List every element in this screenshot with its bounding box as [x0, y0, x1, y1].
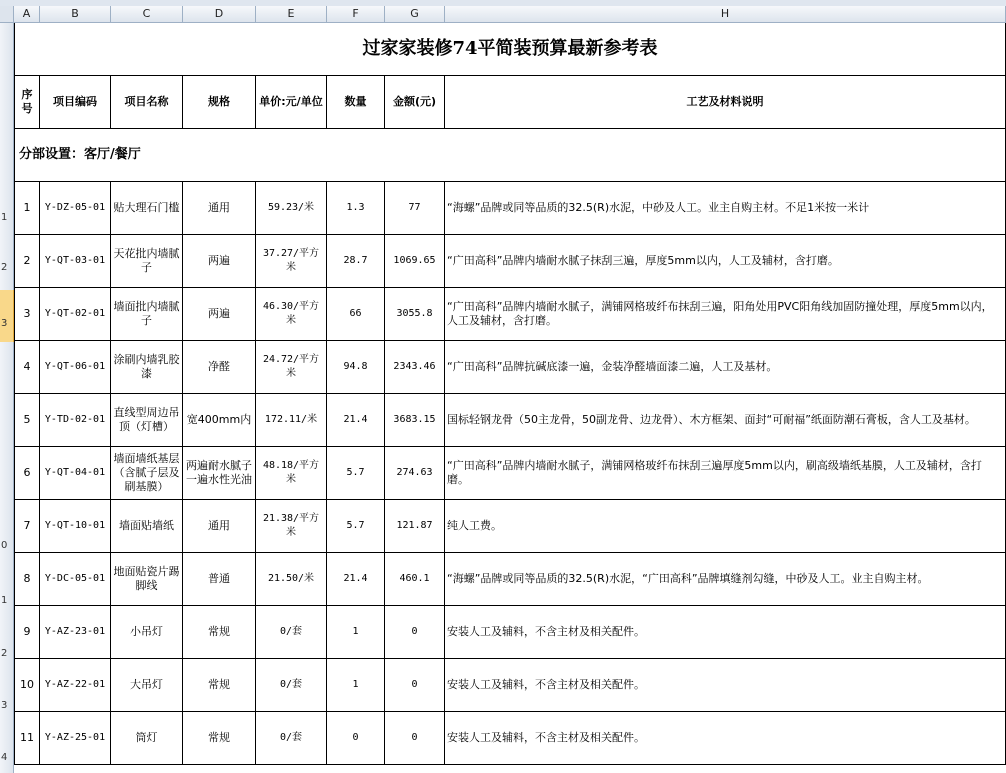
cell-unit-price[interactable]: 37.27/平方米: [256, 235, 327, 288]
cell-name[interactable]: 天花批内墙腻子: [111, 235, 183, 288]
column-header-b[interactable]: B: [40, 6, 111, 23]
cell-seq[interactable]: 8: [14, 553, 40, 606]
cell-seq[interactable]: 10: [14, 659, 40, 712]
row-number[interactable]: 0: [1, 540, 8, 551]
cell-seq[interactable]: 6: [14, 447, 40, 500]
column-header-c[interactable]: C: [111, 6, 183, 23]
cell-amount[interactable]: 1069.65: [385, 235, 445, 288]
row-number[interactable]: 2: [1, 262, 8, 273]
cell-qty[interactable]: 5.7: [327, 500, 385, 553]
header-desc[interactable]: 工艺及材料说明: [445, 76, 1006, 129]
cell-seq[interactable]: 11: [14, 712, 40, 765]
cell-unit-price[interactable]: 172.11/米: [256, 394, 327, 447]
cell-desc[interactable]: “广田高科”品牌抗碱底漆一遍，金装净醛墙面漆二遍，人工及基材。: [445, 341, 1006, 394]
cell-seq[interactable]: 7: [14, 500, 40, 553]
column-header-a[interactable]: A: [14, 6, 40, 23]
cell-seq[interactable]: 2: [14, 235, 40, 288]
cell-amount[interactable]: 121.87: [385, 500, 445, 553]
cell-amount[interactable]: 460.1: [385, 553, 445, 606]
cell-spec[interactable]: 两遍耐水腻子一遍水性光油: [183, 447, 256, 500]
select-all-corner[interactable]: [0, 6, 14, 23]
cell-name[interactable]: 涂刷内墙乳胶漆: [111, 341, 183, 394]
row-number[interactable]: 2: [1, 648, 8, 659]
header-code[interactable]: 项目编码: [40, 76, 111, 129]
cell-spec[interactable]: 两遍: [183, 288, 256, 341]
cell-code[interactable]: Y-AZ-22-01: [40, 659, 111, 712]
cell-spec[interactable]: 普通: [183, 553, 256, 606]
cell-name[interactable]: 筒灯: [111, 712, 183, 765]
cell-unit-price[interactable]: 48.18/平方米: [256, 447, 327, 500]
cell-qty[interactable]: 94.8: [327, 341, 385, 394]
header-seq[interactable]: 序号: [14, 76, 40, 129]
row-number[interactable]: 1: [1, 212, 8, 223]
cell-name[interactable]: 墙面墙纸基层（含腻子层及刷基膜）: [111, 447, 183, 500]
cell-qty[interactable]: 28.7: [327, 235, 385, 288]
header-spec[interactable]: 规格: [183, 76, 256, 129]
cell-qty[interactable]: 1: [327, 606, 385, 659]
cell-qty[interactable]: 21.4: [327, 394, 385, 447]
cell-unit-price[interactable]: 21.38/平方米: [256, 500, 327, 553]
cell-spec[interactable]: 净醛: [183, 341, 256, 394]
cell-name[interactable]: 大吊灯: [111, 659, 183, 712]
cell-amount[interactable]: 0: [385, 659, 445, 712]
cell-spec[interactable]: 通用: [183, 182, 256, 235]
cell-spec[interactable]: 通用: [183, 500, 256, 553]
cell-seq[interactable]: 4: [14, 341, 40, 394]
cell-code[interactable]: Y-QT-04-01: [40, 447, 111, 500]
cell-code[interactable]: Y-DZ-05-01: [40, 182, 111, 235]
cell-qty[interactable]: 1: [327, 659, 385, 712]
cell-code[interactable]: Y-QT-02-01: [40, 288, 111, 341]
cell-seq[interactable]: 5: [14, 394, 40, 447]
cell-desc[interactable]: 安装人工及辅料，不含主材及相关配件。: [445, 712, 1006, 765]
cell-spec[interactable]: 常规: [183, 606, 256, 659]
cell-code[interactable]: Y-DC-05-01: [40, 553, 111, 606]
cell-code[interactable]: Y-AZ-25-01: [40, 712, 111, 765]
column-header-g[interactable]: G: [385, 6, 445, 23]
row-number[interactable]: 3: [1, 318, 8, 329]
cell-amount[interactable]: 3055.8: [385, 288, 445, 341]
header-name[interactable]: 项目名称: [111, 76, 183, 129]
cell-unit-price[interactable]: 0/套: [256, 712, 327, 765]
cell-unit-price[interactable]: 0/套: [256, 606, 327, 659]
cell-spec[interactable]: 常规: [183, 712, 256, 765]
cell-desc[interactable]: “海螺”品牌或同等品质的32.5(R)水泥，“广田高科”品牌填缝剂勾缝，中砂及人工。业主自购主材。: [445, 553, 1006, 606]
cell-seq[interactable]: 9: [14, 606, 40, 659]
cell-name[interactable]: 贴大理石门槛: [111, 182, 183, 235]
header-amount[interactable]: 金额(元): [385, 76, 445, 129]
cell-code[interactable]: Y-AZ-23-01: [40, 606, 111, 659]
cell-desc[interactable]: “广田高科”品牌内墙耐水腻子，满铺网格玻纤布抹刮三遍，阳角处用PVC阳角线加固防撞处理，厚度5mm以内，人工及辅材，含打磨。: [445, 288, 1006, 341]
cell-name[interactable]: 地面贴瓷片踢脚线: [111, 553, 183, 606]
cell-name[interactable]: 墙面贴墙纸: [111, 500, 183, 553]
column-header-h[interactable]: H: [445, 6, 1006, 23]
cell-qty[interactable]: 21.4: [327, 553, 385, 606]
cell-unit-price[interactable]: 21.50/米: [256, 553, 327, 606]
cell-amount[interactable]: 77: [385, 182, 445, 235]
selected-row-header[interactable]: [0, 290, 14, 342]
column-header-d[interactable]: D: [183, 6, 256, 23]
cell-spec[interactable]: 常规: [183, 659, 256, 712]
row-number[interactable]: 1: [1, 595, 8, 606]
cell-desc[interactable]: “广田高科”品牌内墙耐水腻子抹刮三遍，厚度5mm以内，人工及辅材，含打磨。: [445, 235, 1006, 288]
cell-qty[interactable]: 1.3: [327, 182, 385, 235]
cell-qty[interactable]: 66: [327, 288, 385, 341]
cell-name[interactable]: 小吊灯: [111, 606, 183, 659]
cell-desc[interactable]: 安装人工及辅料，不含主材及相关配件。: [445, 659, 1006, 712]
row-header-column: [0, 23, 14, 773]
cell-code[interactable]: Y-TD-02-01: [40, 394, 111, 447]
cell-name[interactable]: 墙面批内墙腻子: [111, 288, 183, 341]
cell-seq[interactable]: 1: [14, 182, 40, 235]
cell-unit-price[interactable]: 59.23/米: [256, 182, 327, 235]
column-header-e[interactable]: E: [256, 6, 327, 23]
cell-qty[interactable]: 5.7: [327, 447, 385, 500]
cell-desc[interactable]: “广田高科”品牌内墙耐水腻子，满铺网格玻纤布抹刮三遍厚度5mm以内，刷高级墙纸基膜，人工及辅材，含打磨。: [445, 447, 1006, 500]
cell-desc[interactable]: “海螺”品牌或同等品质的32.5(R)水泥，中砂及人工。业主自购主材。不足1米按一米计: [445, 182, 1006, 235]
cell-code[interactable]: Y-QT-06-01: [40, 341, 111, 394]
header-unit-price[interactable]: 单价:元/单位: [256, 76, 327, 129]
row-number[interactable]: 4: [1, 752, 8, 763]
cell-spec[interactable]: 两遍: [183, 235, 256, 288]
cell-spec[interactable]: 宽400mm内: [183, 394, 256, 447]
cell-qty[interactable]: 0: [327, 712, 385, 765]
section-heading[interactable]: 分部设置：客厅/餐厅: [14, 129, 1006, 182]
header-qty[interactable]: 数量: [327, 76, 385, 129]
cell-name[interactable]: 直线型周边吊顶（灯槽）: [111, 394, 183, 447]
cell-unit-price[interactable]: 0/套: [256, 659, 327, 712]
cell-desc[interactable]: 安装人工及辅料，不含主材及相关配件。: [445, 606, 1006, 659]
cell-unit-price[interactable]: 46.30/平方米: [256, 288, 327, 341]
cell-code[interactable]: Y-QT-10-01: [40, 500, 111, 553]
cell-desc[interactable]: 纯人工费。: [445, 500, 1006, 553]
cell-amount[interactable]: 2343.46: [385, 341, 445, 394]
cell-seq[interactable]: 3: [14, 288, 40, 341]
cell-amount[interactable]: 0: [385, 712, 445, 765]
column-header-f[interactable]: F: [327, 6, 385, 23]
cell-desc[interactable]: 国标轻钢龙骨（50主龙骨，50副龙骨、边龙骨）、木方框架、面封“可耐福”纸面防潮石膏板，含人工及基材。: [445, 394, 1006, 447]
sheet-title[interactable]: 过家家装修74平简装预算最新参考表: [14, 23, 1006, 76]
cell-amount[interactable]: 274.63: [385, 447, 445, 500]
cell-code[interactable]: Y-QT-03-01: [40, 235, 111, 288]
cell-amount[interactable]: 0: [385, 606, 445, 659]
row-number[interactable]: 3: [1, 700, 8, 711]
cell-amount[interactable]: 3683.15: [385, 394, 445, 447]
cell-unit-price[interactable]: 24.72/平方米: [256, 341, 327, 394]
